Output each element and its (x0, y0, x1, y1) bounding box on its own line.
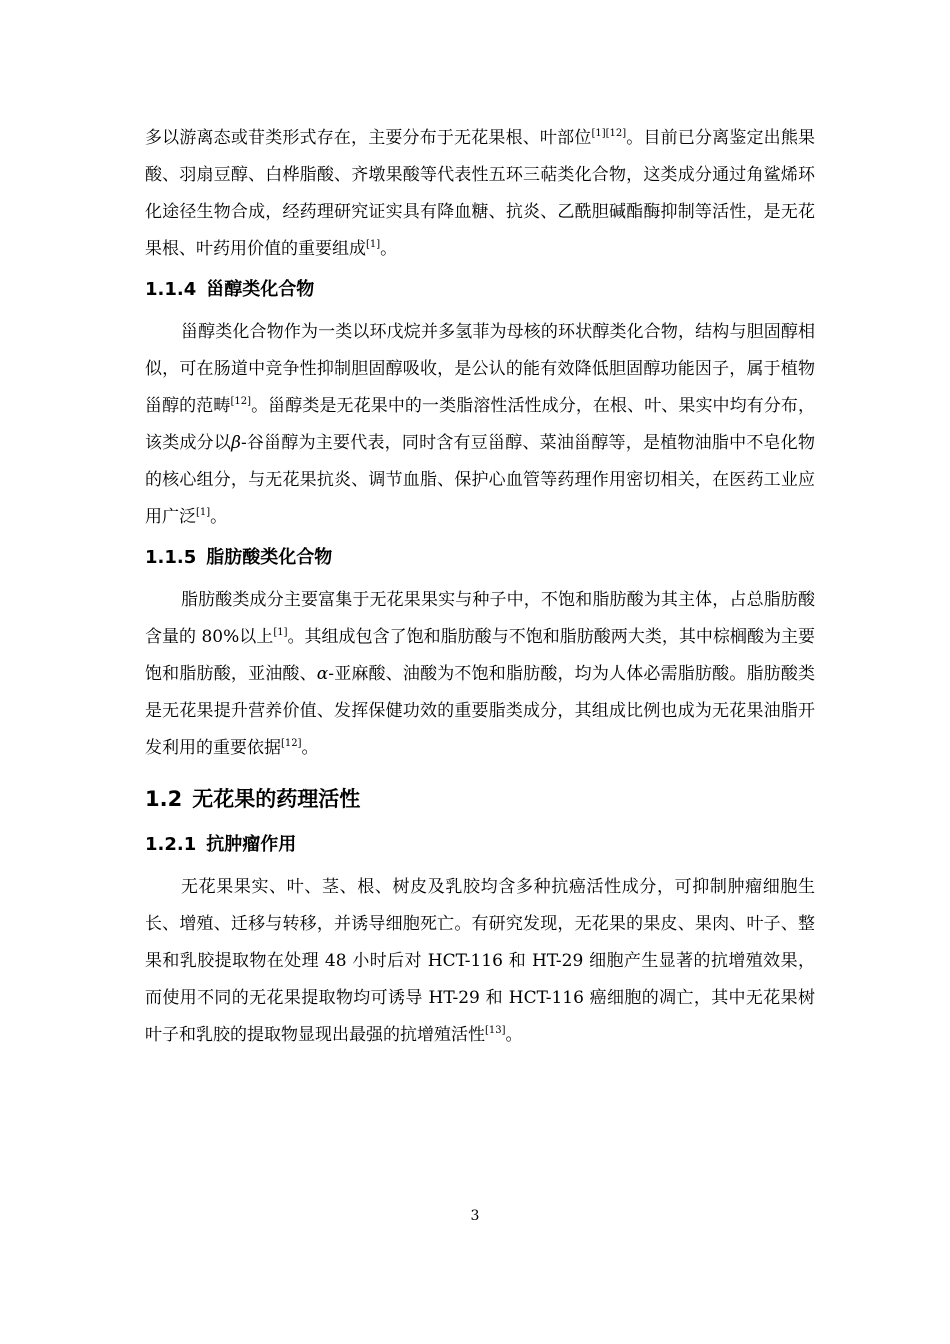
paragraph-antitumor: 无花果果实、叶、茎、根、树皮及乳胶均含多种抗癌活性成分，可抑制肿瘤细胞生长、增殖、迁移与转移，并诱导细胞死亡。有研究发现，无花果的果皮、果肉、叶子、整果和乳胶提取物在处理 48 小时后对 HCT-116 和 HT-29 细胞产生显著的抗增殖效果，而使用不同的无花果提取物均可诱导 HT-29 和 HCT-116 癌细胞的凋亡，其中无花果树叶子和乳胶的提取物显现出最强的抗增殖活性[13]。 (145, 877, 815, 1045)
paragraph-fatty-acids: 脂肪酸类成分主要富集于无花果果实与种子中，不饱和脂肪酸为其主体，占总脂肪酸含量的 80%以上[1]。其组成包含了饱和脂肪酸与不饱和脂肪酸两大类，其中棕榈酸为主要饱和脂肪酸，亚油酸、α-亚麻酸、油酸为不饱和脂肪酸，均为人体必需脂肪酸。脂肪酸类是无花果提升营养价值、发挥保健功效的重要脂类成分，其组成比例也成为无花果油脂开发利用的重要依据[12]。 (145, 590, 815, 758)
section-title: 抗肿瘤作用 (206, 834, 297, 855)
paragraph-triterpenoids-continued: 多以游离态或苷类形式存在，主要分布于无花果根、叶部位[1][12]。目前已分离鉴定出熊果酸、羽扇豆醇、白桦脂酸、齐墩果酸等代表性五环三萜类化合物，这类成分通过角鲨烯环化途径生物合成，经药理研究证实具有降血糖、抗炎、乙酰胆碱酯酶抑制等活性，是无花果根、叶药用价值的重要组成[1]。 (145, 128, 816, 259)
citation: [1] (196, 507, 211, 518)
greek-alpha: α (316, 664, 329, 684)
section-heading-1-2 (145, 785, 815, 813)
citation: [12] (281, 738, 302, 749)
section-number: 1.2 (145, 787, 183, 811)
section-number: 1.1.4 (145, 279, 197, 300)
citation: [13] (485, 1025, 506, 1036)
greek-beta: β (231, 433, 241, 453)
section-heading-1-1-4 (145, 278, 815, 302)
section-heading-1-2-1 (145, 833, 815, 857)
section-number: 1.2.1 (145, 834, 197, 855)
citation: [1] (273, 627, 288, 638)
section-title: 脂肪酸类化合物 (206, 547, 333, 568)
page-content (145, 120, 815, 1054)
section-title: 无花果的药理活性 (192, 787, 361, 811)
section-title: 甾醇类化合物 (206, 279, 315, 300)
page-number: 3 (470, 1208, 480, 1224)
citation: [1][12] (591, 128, 627, 139)
section-number: 1.1.5 (145, 547, 197, 568)
citation: [12] (230, 396, 251, 407)
paragraph-sterols: 甾醇类化合物作为一类以环戊烷并多氢菲为母核的环状醇类化合物，结构与胆固醇相似，可在肠道中竞争性抑制胆固醇吸收，是公认的能有效降低胆固醇功能因子，属于植物甾醇的范畴[12]。甾醇类是无花果中的一类脂溶性活性成分，在根、叶、果实中均有分布，该类成分以β-谷甾醇为主要代表，同时含有豆甾醇、菜油甾醇等，是植物油脂中不皂化物的核心组分，与无花果抗炎、调节血脂、保护心血管等药理作用密切相关，在医药工业应用广泛[1]。 (145, 322, 816, 527)
section-heading-1-1-5 (145, 546, 815, 570)
citation: [1] (366, 239, 381, 250)
